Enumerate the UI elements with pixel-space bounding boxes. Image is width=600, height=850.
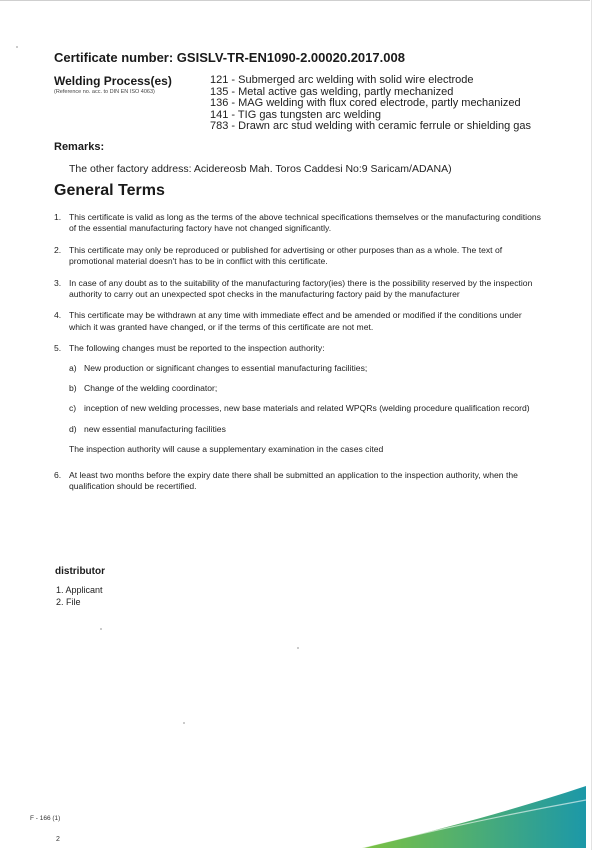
form-code: F - 166 (1) — [30, 815, 61, 822]
term-text: In case of any doubt as to the suitability of the manufacturing factory(ies) there is the possibility reserved by the inspection authority to carry out an unexpected spot checks in the manufacturing factory paid by the manufacturer — [69, 277, 533, 300]
process-item: 135 - Metal active gas welding, partly mechanized — [210, 85, 454, 98]
sub-item-text: inception of new welding processes, new base materials and related WPQRs (welding procedure qualification record) — [84, 403, 530, 414]
swoosh-shape — [362, 786, 586, 848]
swoosh-highlight — [362, 800, 586, 848]
sub-item-text: New production or significant changes to essential manufacturing facilities; — [84, 362, 368, 373]
distributor-list — [56, 585, 103, 608]
term-number: 5. — [54, 343, 62, 354]
sub-item-letter: a) — [69, 362, 77, 373]
general-terms-list — [54, 212, 544, 503]
top-border-line — [0, 0, 590, 1]
general-terms-title: General Terms — [54, 182, 165, 199]
term-number: 6. — [54, 469, 62, 480]
process-item: 136 - MAG welding with flux cored electrode, partly mechanized — [210, 97, 521, 110]
right-border-line — [591, 0, 592, 850]
process-item: 121 - Submerged arc welding with solid wire electrode — [210, 74, 474, 86]
distributor-item: 2. File — [56, 596, 81, 607]
remarks-label: Remarks: — [54, 141, 105, 153]
sub-item-text: Change of the welding coordinator; — [84, 383, 218, 394]
welding-process-heading — [54, 74, 172, 95]
scan-speck — [16, 46, 18, 48]
sub-item — [69, 424, 544, 435]
term-number: 1. — [54, 212, 62, 222]
term-item — [54, 212, 544, 235]
sub-item-letter: b) — [69, 383, 77, 394]
term-item — [54, 245, 544, 268]
remarks-text: The other factory address: Acidereosb Mah. Toros Caddesi No:9 Saricam/ADANA) — [69, 163, 452, 175]
scan-speck — [100, 628, 102, 630]
distributor-item: 1. Applicant — [56, 585, 103, 595]
page-mark: 2 — [56, 836, 60, 843]
sub-item — [69, 363, 544, 374]
sub-item — [69, 403, 544, 414]
sub-item — [69, 383, 544, 394]
term-text: This certificate may only be reproduced or published for advertising or other purposes than as a whole. The text of promotional material doesn't has to be in conflict with this certificate. — [69, 244, 503, 267]
term-item — [54, 343, 544, 455]
term-item — [54, 278, 544, 301]
distributor-label: distributor — [55, 566, 105, 577]
term-item — [54, 470, 544, 493]
term-closing-text: The inspection authority will cause a supplementary examination in the cases cited — [69, 444, 384, 455]
term-text: This certificate may be withdrawn at any time with immediate effect and be amended or modified if the conditions under which it was granted have changed, or if the terms of this certificate are not met. — [69, 310, 522, 332]
term-text: The following changes must be reported to the inspection authority: — [69, 343, 325, 354]
term-text: At least two months before the expiry date there shall be submitted an application to the inspection authority, when the qualification should be recertified. — [69, 469, 518, 492]
welding-process-list — [210, 75, 531, 133]
sub-item-letter: c) — [69, 403, 77, 414]
sub-item-letter: d) — [69, 423, 77, 434]
scan-speck — [297, 647, 299, 649]
term-number: 2. — [54, 244, 62, 255]
term-item — [54, 310, 544, 333]
sub-item-text: new essential manufacturing facilities — [84, 423, 226, 434]
process-item: 783 - Drawn arc stud welding with ceramic ferrule or shielding gas — [210, 120, 531, 133]
term-number: 3. — [54, 277, 62, 288]
term-sub-list — [69, 363, 544, 436]
scan-speck — [183, 722, 185, 724]
welding-process-label: Welding Process(es) — [54, 74, 172, 88]
welding-process-reference: (Reference no. acc. to DIN EN ISO 4063) — [54, 89, 155, 95]
certificate-number: Certificate number: GSISLV-TR-EN1090-2.00020.2017.008 — [54, 50, 405, 65]
process-item: 141 - TIG gas tungsten arc welding — [210, 108, 382, 121]
term-number: 4. — [54, 310, 62, 321]
term-text: This certificate is valid as long as the terms of the above technical specifications themselves or the manufacturing conditions of the essential manufacturing factory have not changed significantly. — [69, 212, 541, 234]
